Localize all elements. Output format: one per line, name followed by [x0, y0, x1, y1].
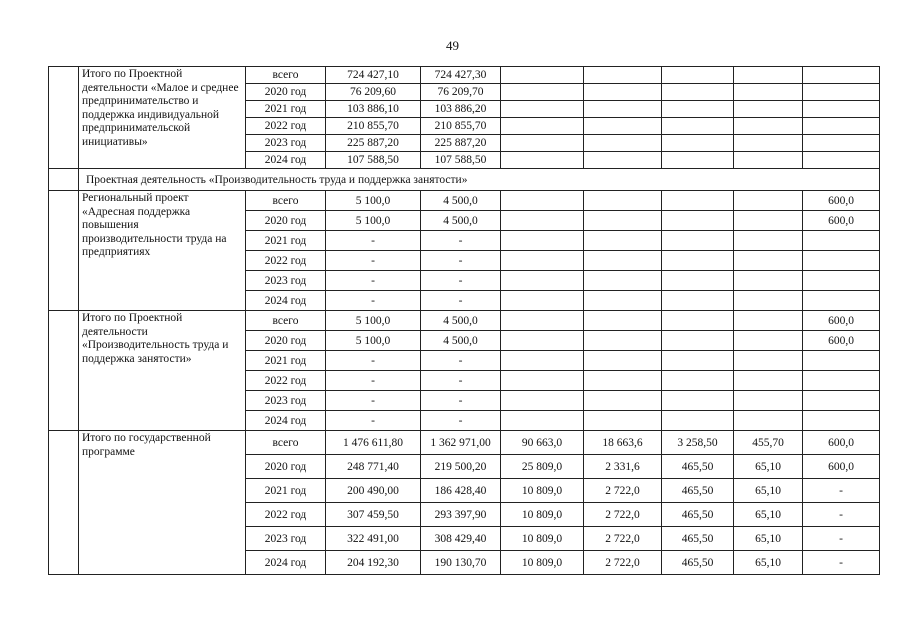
value-cell: 600,0	[803, 431, 880, 455]
value-cell	[501, 211, 584, 231]
value-cell	[734, 411, 803, 431]
value-cell	[734, 67, 803, 84]
value-cell: 465,50	[662, 503, 734, 527]
value-cell	[734, 331, 803, 351]
value-cell: -	[421, 291, 501, 311]
table-body	[49, 67, 880, 575]
row-number-cell	[49, 169, 79, 191]
value-cell: -	[326, 251, 421, 271]
value-cell: 65,10	[734, 503, 803, 527]
value-cell	[584, 101, 662, 118]
value-cell: 10 809,0	[501, 479, 584, 503]
value-cell	[501, 271, 584, 291]
value-cell: -	[421, 271, 501, 291]
value-cell: 5 100,0	[326, 211, 421, 231]
value-cell: 65,10	[734, 551, 803, 575]
period-cell: 2020 год	[246, 331, 326, 351]
value-cell: 225 887,20	[421, 135, 501, 152]
value-cell: -	[803, 551, 880, 575]
value-cell	[662, 211, 734, 231]
value-cell: 190 130,70	[421, 551, 501, 575]
value-cell: -	[803, 527, 880, 551]
value-cell	[803, 152, 880, 169]
value-cell: 76 209,70	[421, 84, 501, 101]
period-cell: 2022 год	[246, 371, 326, 391]
value-cell	[501, 391, 584, 411]
value-cell	[734, 391, 803, 411]
value-cell: 3 258,50	[662, 431, 734, 455]
value-cell	[662, 411, 734, 431]
value-cell	[584, 411, 662, 431]
period-cell: 2020 год	[246, 211, 326, 231]
value-cell	[584, 135, 662, 152]
value-cell	[584, 391, 662, 411]
value-cell	[734, 211, 803, 231]
value-cell	[584, 231, 662, 251]
value-cell: 465,50	[662, 527, 734, 551]
value-cell: 600,0	[803, 191, 880, 211]
value-cell	[803, 291, 880, 311]
value-cell	[803, 118, 880, 135]
value-cell	[734, 311, 803, 331]
value-cell	[501, 291, 584, 311]
value-cell: 103 886,10	[326, 101, 421, 118]
value-cell	[803, 391, 880, 411]
value-cell: 724 427,30	[421, 67, 501, 84]
value-cell: 4 500,0	[421, 191, 501, 211]
value-cell	[501, 152, 584, 169]
value-cell: 2 722,0	[584, 503, 662, 527]
value-cell: 107 588,50	[421, 152, 501, 169]
value-cell	[584, 211, 662, 231]
value-cell	[501, 67, 584, 84]
period-cell: всего	[246, 191, 326, 211]
value-cell: -	[326, 271, 421, 291]
value-cell: -	[421, 251, 501, 271]
value-cell: 465,50	[662, 551, 734, 575]
value-cell	[734, 351, 803, 371]
value-cell	[803, 84, 880, 101]
value-cell	[734, 371, 803, 391]
period-cell: 2021 год	[246, 101, 326, 118]
value-cell: 4 500,0	[421, 331, 501, 351]
value-cell: -	[421, 351, 501, 371]
value-cell	[662, 311, 734, 331]
value-cell: 2 722,0	[584, 551, 662, 575]
value-cell: 600,0	[803, 311, 880, 331]
value-cell: 2 722,0	[584, 479, 662, 503]
period-cell: 2021 год	[246, 231, 326, 251]
value-cell: 455,70	[734, 431, 803, 455]
value-cell	[501, 371, 584, 391]
row-number-cell	[49, 191, 79, 311]
value-cell: -	[421, 391, 501, 411]
table-row	[49, 191, 880, 211]
value-cell	[662, 152, 734, 169]
value-cell	[584, 191, 662, 211]
value-cell: 10 809,0	[501, 503, 584, 527]
value-cell	[662, 231, 734, 251]
value-cell	[662, 101, 734, 118]
value-cell: 724 427,10	[326, 67, 421, 84]
group-label: Итого по Проектной деятельности «Малое и среднее предпринимательство и поддержка индивидуальной предпринимательской инициативы»	[79, 67, 246, 169]
row-number-cell	[49, 67, 79, 169]
table-row	[49, 431, 880, 455]
value-cell: -	[326, 371, 421, 391]
value-cell: 186 428,40	[421, 479, 501, 503]
value-cell	[662, 67, 734, 84]
period-cell: 2024 год	[246, 152, 326, 169]
value-cell	[584, 351, 662, 371]
section-row	[49, 169, 880, 191]
value-cell	[662, 391, 734, 411]
value-cell	[803, 67, 880, 84]
value-cell	[803, 135, 880, 152]
value-cell	[662, 135, 734, 152]
value-cell: 210 855,70	[326, 118, 421, 135]
value-cell: 65,10	[734, 479, 803, 503]
period-cell: 2024 год	[246, 551, 326, 575]
value-cell: 18 663,6	[584, 431, 662, 455]
value-cell: -	[803, 503, 880, 527]
value-cell: 600,0	[803, 211, 880, 231]
value-cell	[734, 135, 803, 152]
value-cell	[501, 118, 584, 135]
value-cell	[734, 291, 803, 311]
value-cell	[803, 251, 880, 271]
value-cell	[584, 371, 662, 391]
table-row	[49, 67, 880, 84]
value-cell	[734, 271, 803, 291]
period-cell: 2023 год	[246, 527, 326, 551]
value-cell: 600,0	[803, 455, 880, 479]
period-cell: 2021 год	[246, 351, 326, 371]
period-cell: 2023 год	[246, 135, 326, 152]
value-cell: 10 809,0	[501, 551, 584, 575]
period-cell: 2024 год	[246, 411, 326, 431]
value-cell: -	[326, 391, 421, 411]
value-cell	[501, 84, 584, 101]
period-cell: 2023 год	[246, 391, 326, 411]
value-cell: -	[326, 231, 421, 251]
value-cell	[803, 351, 880, 371]
value-cell	[501, 191, 584, 211]
value-cell	[501, 251, 584, 271]
value-cell: 1 362 971,00	[421, 431, 501, 455]
row-number-cell	[49, 431, 79, 575]
period-cell: 2020 год	[246, 455, 326, 479]
value-cell	[501, 231, 584, 251]
value-cell	[501, 351, 584, 371]
value-cell	[662, 251, 734, 271]
value-cell	[501, 135, 584, 152]
period-cell: 2020 год	[246, 84, 326, 101]
page-number: 49	[446, 38, 459, 53]
value-cell	[803, 231, 880, 251]
value-cell	[501, 331, 584, 351]
value-cell	[662, 84, 734, 101]
value-cell: -	[421, 231, 501, 251]
value-cell: 76 209,60	[326, 84, 421, 101]
value-cell	[803, 371, 880, 391]
value-cell	[584, 331, 662, 351]
value-cell: 210 855,70	[421, 118, 501, 135]
value-cell: 600,0	[803, 331, 880, 351]
period-cell: 2022 год	[246, 503, 326, 527]
value-cell	[584, 152, 662, 169]
value-cell: 4 500,0	[421, 311, 501, 331]
value-cell: 103 886,20	[421, 101, 501, 118]
value-cell: 200 490,00	[326, 479, 421, 503]
value-cell: 65,10	[734, 527, 803, 551]
value-cell	[734, 84, 803, 101]
value-cell: 307 459,50	[326, 503, 421, 527]
value-cell: 1 476 611,80	[326, 431, 421, 455]
value-cell: 322 491,00	[326, 527, 421, 551]
value-cell: -	[326, 291, 421, 311]
group-label: Региональный проект «Адресная поддержка повышения производительности труда на предприятиях	[79, 191, 246, 311]
value-cell	[584, 311, 662, 331]
value-cell	[584, 118, 662, 135]
table-row	[49, 311, 880, 331]
value-cell: 465,50	[662, 455, 734, 479]
value-cell	[662, 331, 734, 351]
value-cell	[584, 271, 662, 291]
value-cell: -	[326, 411, 421, 431]
value-cell	[662, 291, 734, 311]
value-cell: 293 397,90	[421, 503, 501, 527]
period-cell: 2021 год	[246, 479, 326, 503]
value-cell	[734, 101, 803, 118]
value-cell: 204 192,30	[326, 551, 421, 575]
value-cell	[734, 191, 803, 211]
value-cell: 107 588,50	[326, 152, 421, 169]
period-cell: 2023 год	[246, 271, 326, 291]
value-cell: 2 331,6	[584, 455, 662, 479]
period-cell: 2024 год	[246, 291, 326, 311]
value-cell	[734, 251, 803, 271]
value-cell	[803, 411, 880, 431]
value-cell: 219 500,20	[421, 455, 501, 479]
value-cell: 25 809,0	[501, 455, 584, 479]
value-cell: 2 722,0	[584, 527, 662, 551]
period-cell: всего	[246, 67, 326, 84]
value-cell: 308 429,40	[421, 527, 501, 551]
value-cell	[803, 271, 880, 291]
value-cell	[501, 411, 584, 431]
value-cell	[662, 271, 734, 291]
group-label: Итого по государственной программе	[79, 431, 246, 575]
budget-table	[48, 66, 880, 575]
value-cell: -	[326, 351, 421, 371]
value-cell	[803, 101, 880, 118]
period-cell: 2022 год	[246, 118, 326, 135]
value-cell	[734, 118, 803, 135]
value-cell: -	[803, 479, 880, 503]
value-cell: 5 100,0	[326, 191, 421, 211]
value-cell	[584, 291, 662, 311]
period-cell: 2022 год	[246, 251, 326, 271]
value-cell: 5 100,0	[326, 331, 421, 351]
value-cell	[662, 371, 734, 391]
value-cell: -	[421, 371, 501, 391]
value-cell: 90 663,0	[501, 431, 584, 455]
value-cell: -	[421, 411, 501, 431]
group-label: Итого по Проектной деятельности «Производительность труда и поддержка занятости»	[79, 311, 246, 431]
value-cell	[662, 191, 734, 211]
row-number-cell	[49, 311, 79, 431]
value-cell	[584, 67, 662, 84]
value-cell: 10 809,0	[501, 527, 584, 551]
value-cell	[584, 84, 662, 101]
period-cell: всего	[246, 311, 326, 331]
value-cell: 248 771,40	[326, 455, 421, 479]
period-cell: всего	[246, 431, 326, 455]
value-cell	[734, 231, 803, 251]
value-cell	[501, 311, 584, 331]
value-cell	[584, 251, 662, 271]
value-cell	[501, 101, 584, 118]
value-cell	[662, 351, 734, 371]
value-cell	[662, 118, 734, 135]
value-cell: 225 887,20	[326, 135, 421, 152]
value-cell: 5 100,0	[326, 311, 421, 331]
section-title: Проектная деятельность «Производительность труда и поддержка занятости»	[79, 169, 880, 191]
value-cell: 4 500,0	[421, 211, 501, 231]
value-cell: 65,10	[734, 455, 803, 479]
value-cell: 465,50	[662, 479, 734, 503]
value-cell	[734, 152, 803, 169]
